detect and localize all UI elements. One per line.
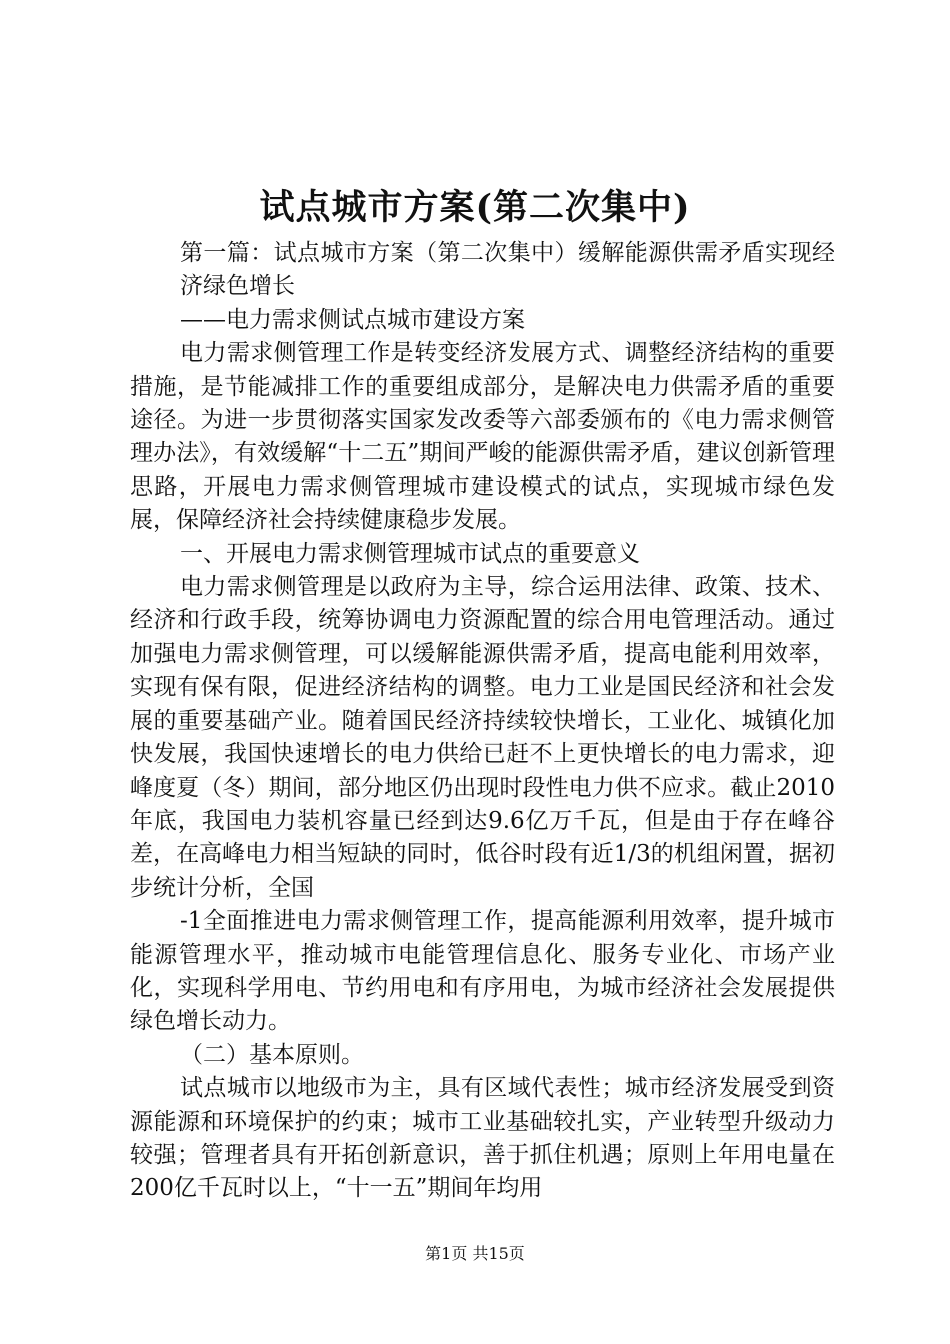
body-paragraph: 试点城市以地级市为主，具有区域代表性；城市经济发展受到资源能源和环境保护的约束；城市工业基础较扎实，产业转型升级动力较强；管理者具有开拓创新意识，善于抓住机遇；原则上年用电量在200亿千瓦时以上，“十一五”期间年均用 bbox=[130, 1075, 835, 1202]
document-body bbox=[130, 237, 835, 1206]
chapter-heading: 第一篇：试点城市方案（第二次集中）缓解能源供需矛盾实现经济绿色增长 bbox=[180, 240, 835, 300]
body-paragraph: 电力需求侧管理工作是转变经济发展方式、调整经济结构的重要措施，是节能减排工作的重要组成部分，是解决电力供需矛盾的重要途径。为进一步贯彻落实国家发改委等六部委颁布的《电力需求侧管理办法》，有效缓解“十二五”期间严峻的能源供需矛盾，建议创新管理思路，开展电力需求侧管理城市建设模式的试点，实现城市绿色发展，保障经济社会持续健康稳步发展。 bbox=[130, 340, 835, 534]
chapter-subtitle: ——电力需求侧试点城市建设方案 bbox=[180, 306, 525, 333]
section-heading: （二）基本原则。 bbox=[180, 1041, 364, 1068]
document-title: 试点城市方案(第二次集中) bbox=[259, 187, 691, 228]
body-paragraph: -1全面推进电力需求侧管理工作，提高能源利用效率，提升城市能源管理水平，推动城市电能管理信息化、服务专业化、市场产业化，实现科学用电、节约用电和有序用电，为城市经济社会发展提供绿色增长动力。 bbox=[130, 908, 835, 1035]
page-number: 第1页 共15页 bbox=[425, 1244, 525, 1263]
section-heading: 一、开展电力需求侧管理城市试点的重要意义 bbox=[180, 540, 640, 567]
body-paragraph: 电力需求侧管理是以政府为主导，综合运用法律、政策、技术、经济和行政手段，统筹协调电力资源配置的综合用电管理活动。通过加强电力需求侧管理，可以缓解能源供需矛盾，提高电能利用效率，实现有保有限，促进经济结构的调整。电力工业是国民经济和社会发展的重要基础产业。随着国民经济持续较快增长，工业化、城镇化加快发展，我国快速增长的电力供给已赶不上更快增长的电力需求，迎峰度夏（冬）期间，部分地区仍出现时段性电力供不应求。截止2010年底，我国电力装机容量已经到达9.6亿万千瓦，但是由于存在峰谷差，在高峰电力相当短缺的同时，低谷时段有近1/3的机组闲置，据初步统计分析，全国 bbox=[130, 574, 835, 901]
